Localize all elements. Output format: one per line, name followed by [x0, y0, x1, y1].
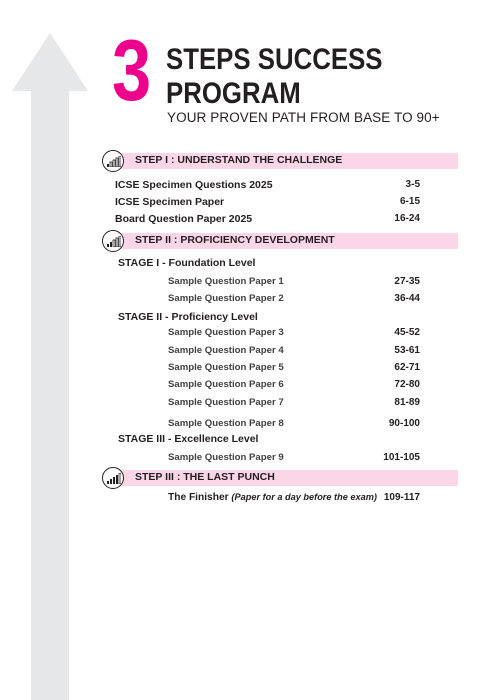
step1-label: STEP I : UNDERSTAND THE CHALLENGE: [135, 154, 343, 166]
step1-bar: [108, 153, 458, 169]
toc-title: Sample Question Paper 7: [168, 397, 284, 408]
toc-pages: 3-5: [405, 179, 420, 190]
toc-pages: 45-52: [394, 327, 420, 338]
toc-title: Board Question Paper 2025: [115, 213, 253, 225]
toc-pages: 53-61: [394, 345, 420, 356]
step2-label: STEP II : PROFICIENCY DEVELOPMENT: [135, 234, 335, 246]
progress-arrow-head: [12, 33, 88, 91]
stage-label: STAGE I - Foundation Level: [118, 257, 256, 269]
toc-title: Sample Question Paper 3: [168, 327, 284, 338]
big-number-three: 3: [112, 23, 150, 119]
finisher-note: (Paper for a day before the exam): [231, 492, 377, 502]
stage-label: STAGE III - Excellence Level: [118, 433, 259, 445]
toc-title: Sample Question Paper 5: [168, 362, 284, 373]
step3-bar: [108, 470, 458, 486]
toc-pages: 27-35: [394, 276, 420, 287]
step2-bar: [108, 233, 458, 249]
toc-pages: 16-24: [394, 213, 420, 224]
toc-title: Sample Question Paper 4: [168, 345, 284, 356]
toc-pages: 109-117: [383, 492, 420, 503]
toc-pages: 101-105: [383, 452, 420, 463]
toc-pages: 62-71: [394, 362, 420, 373]
finisher-row: [168, 492, 377, 503]
toc-title: Sample Question Paper 2: [168, 293, 284, 304]
toc-title: Sample Question Paper 8: [168, 418, 284, 429]
toc-title: ICSE Specimen Paper: [115, 196, 225, 208]
toc-pages: 90-100: [388, 418, 420, 429]
step3-label: STEP III : THE LAST PUNCH: [135, 471, 275, 483]
toc-pages: 72-80: [394, 379, 420, 390]
toc-pages: 36-44: [394, 293, 420, 304]
stage-label: STAGE II - Proficiency Level: [118, 311, 258, 323]
signal-bars-icon: [102, 150, 124, 172]
toc-title: Sample Question Paper 1: [168, 276, 284, 287]
signal-bars-icon: [102, 230, 124, 252]
toc-title: Sample Question Paper 6: [168, 379, 284, 390]
toc-pages: 6-15: [399, 196, 420, 207]
title-line-1: STEPS SUCCESS: [166, 43, 383, 76]
title-line-2: PROGRAM: [166, 77, 301, 110]
progress-arrow-shaft: [31, 90, 69, 700]
toc-title: ICSE Specimen Questions 2025: [115, 179, 273, 191]
subtitle: YOUR PROVEN PATH FROM BASE TO 90+: [167, 110, 440, 125]
signal-bars-icon: [102, 467, 124, 489]
finisher-title: The Finisher: [168, 492, 229, 503]
toc-title: Sample Question Paper 9: [168, 452, 284, 463]
toc-pages: 81-89: [394, 397, 420, 408]
